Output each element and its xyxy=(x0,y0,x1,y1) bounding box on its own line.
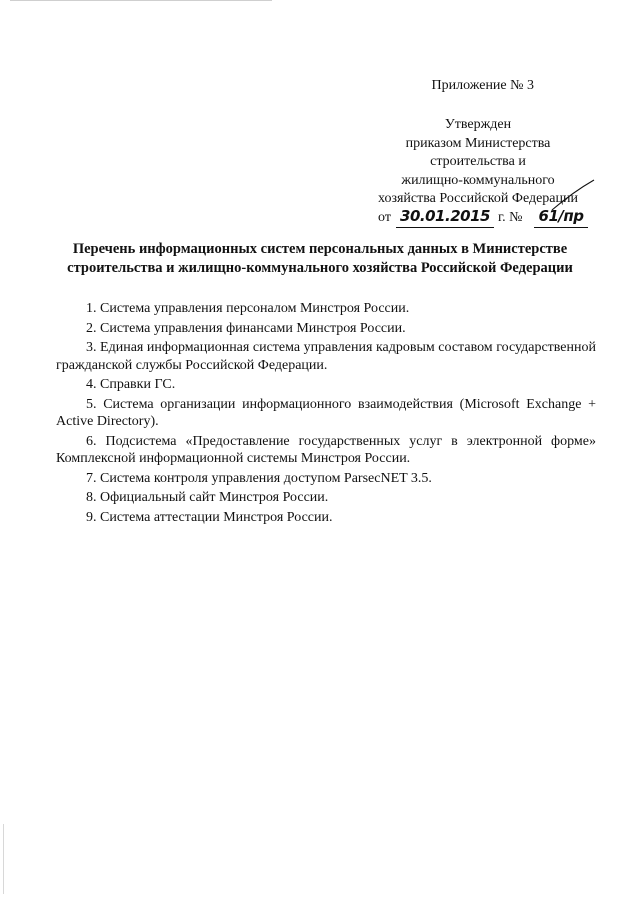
approval-block xyxy=(364,116,592,229)
attachment-label: Приложение № 3 xyxy=(431,78,534,93)
list-item: 2. Система управления финансами Минстроя России. xyxy=(86,320,406,336)
list-item: 7. Система контроля управления доступом ParsecNET 3.5. xyxy=(86,470,432,486)
handwritten-order-number: 61/пр xyxy=(538,206,584,225)
title-line-2: строительства и жилищно-коммунального хозяйства Российской Федерации xyxy=(67,259,573,276)
date-underline xyxy=(396,207,494,229)
date-prefix: от xyxy=(378,209,391,225)
list-item: 9. Система аттестации Минстроя России. xyxy=(86,509,333,525)
scan-margin-mark xyxy=(3,824,4,894)
document-title xyxy=(40,240,600,277)
approval-line-construction: строительства и xyxy=(430,154,526,169)
list-item: 6. Подсистема «Предоставление государственных услуг в электронной форме» Комплексной информационной системы Минстроя России. xyxy=(56,433,596,466)
approval-date-line xyxy=(364,206,592,229)
list-item: 3. Единая информационная система управления кадровым составом государственной гражданской службы Российской Федерации. xyxy=(56,340,596,373)
list-item: 1. Система управления персоналом Минстроя России. xyxy=(86,301,410,316)
title-line-1: Перечень информационных систем персональных данных в Министерстве xyxy=(72,241,568,257)
approval-line-approved: Утвержден xyxy=(444,117,512,132)
list-item: 4. Справки ГС. xyxy=(86,377,176,392)
approval-line-housing: жилищно-коммунального xyxy=(401,172,555,188)
number-underline xyxy=(534,207,588,229)
list-item: 8. Официальный сайт Минстроя России. xyxy=(86,490,329,505)
handwritten-date: 30.01.2015 xyxy=(400,206,490,225)
approval-line-federation: хозяйства Российской Федерации xyxy=(377,191,578,206)
scan-edge-line xyxy=(10,0,272,1)
systems-list xyxy=(56,300,596,528)
number-prefix: г. № xyxy=(498,209,523,225)
list-item: 5. Система организации информационного взаимодействия (Microsoft Exchange + Active Directory). xyxy=(56,396,596,429)
approval-line-order: приказом Министерства xyxy=(405,135,551,151)
